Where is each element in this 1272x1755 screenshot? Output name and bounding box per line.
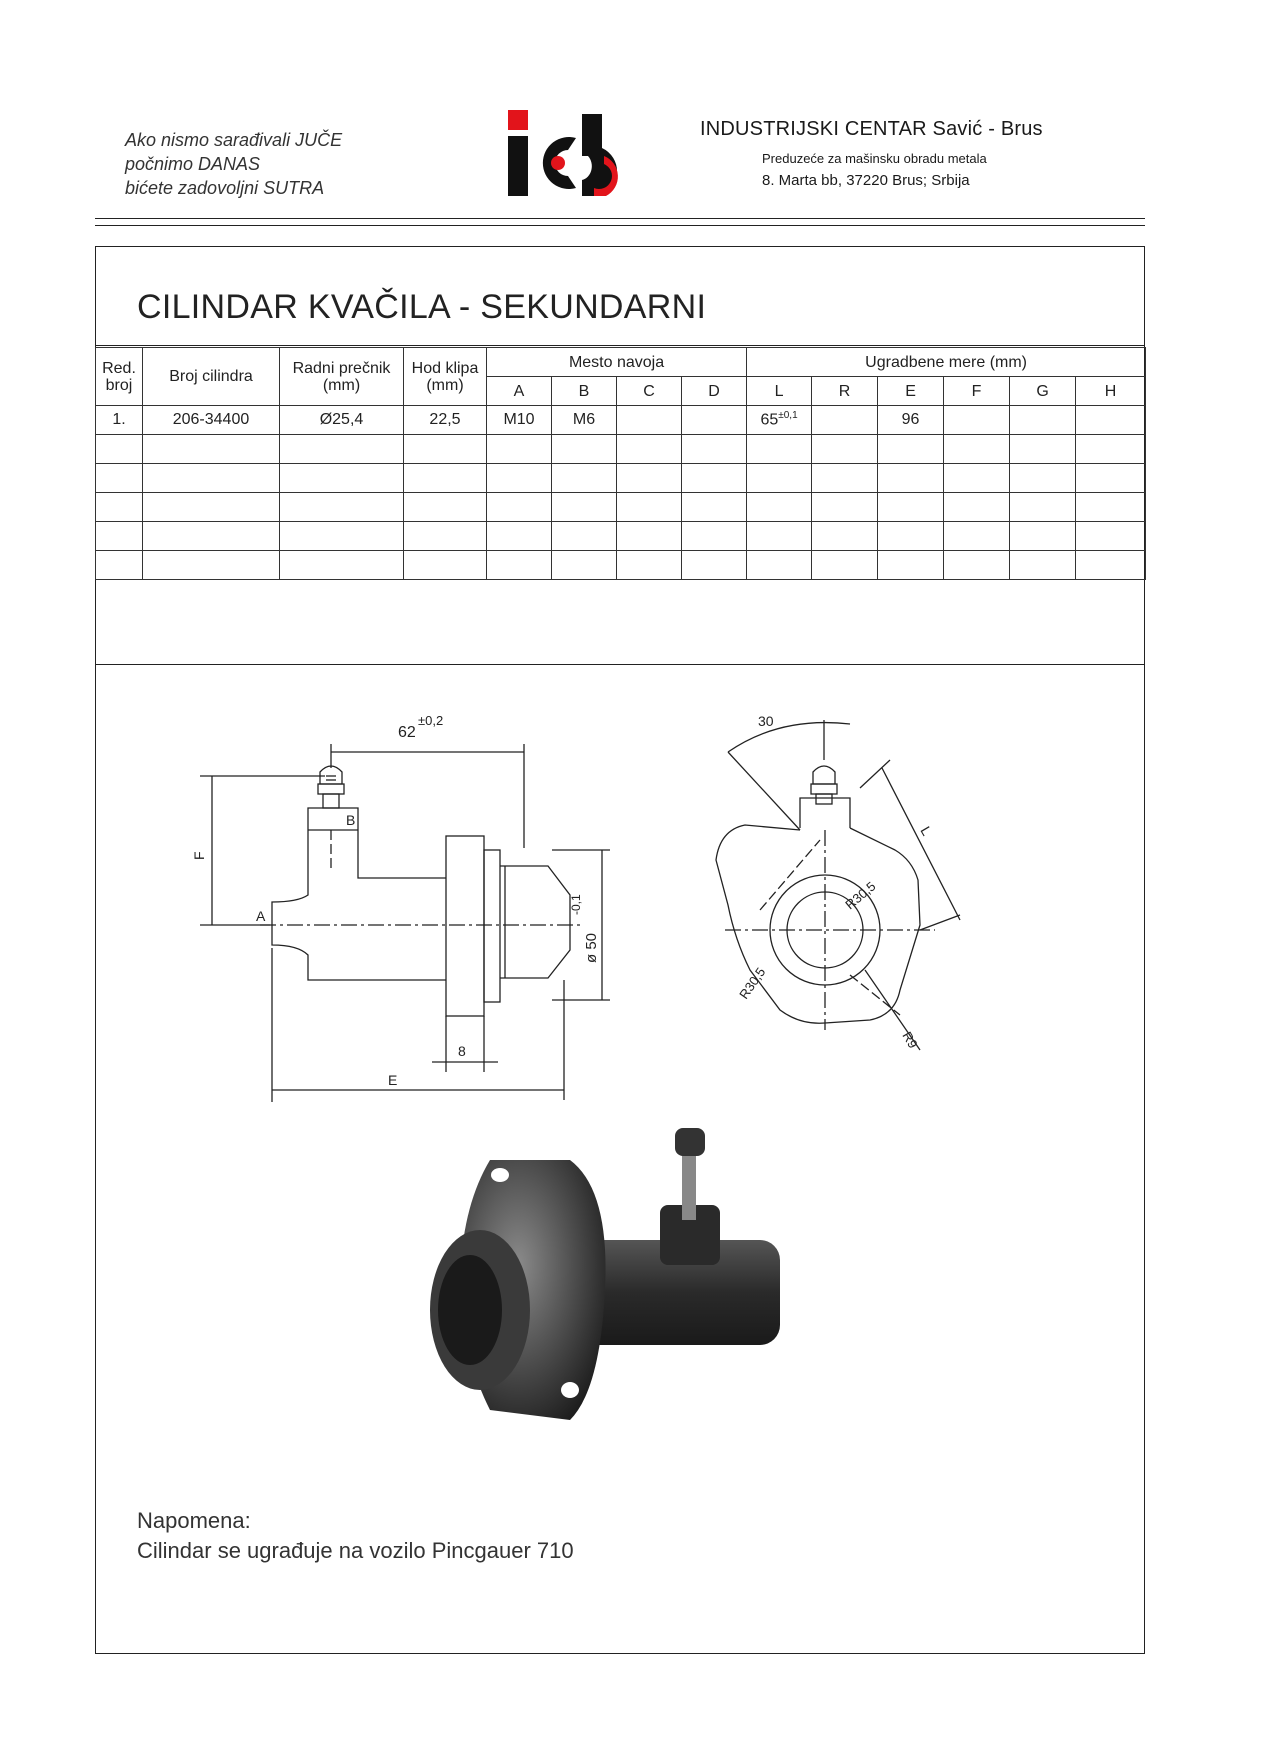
cell-l-value: 65 — [760, 411, 779, 429]
section-rule — [95, 664, 1145, 665]
technical-drawing — [160, 680, 1080, 1120]
header-rule-bottom — [95, 225, 1145, 226]
cell-b: M6 — [552, 406, 617, 435]
cell-broj: 206-34400 — [143, 406, 280, 435]
cell-c — [617, 406, 682, 435]
dim-30-label: 30 — [758, 713, 774, 729]
col-header-r: R — [812, 377, 878, 406]
company-subtitle: Preduzeće za mašinsku obradu metala — [762, 151, 987, 166]
company-info — [700, 118, 1060, 189]
col-header-e: E — [878, 377, 944, 406]
table-row-empty — [96, 551, 1146, 580]
cell-a: M10 — [487, 406, 552, 435]
cell-g — [1010, 406, 1076, 435]
col-header-l: L — [747, 377, 812, 406]
table-row-empty — [96, 464, 1146, 493]
col-header-c: C — [617, 377, 682, 406]
col-header-broj-cilindra: Broj cilindra — [143, 348, 280, 406]
dim-62-label: 62 — [398, 724, 416, 741]
label-b: B — [346, 812, 356, 828]
label-e: E — [388, 1072, 398, 1088]
side-view — [191, 713, 610, 1102]
slogan-line-3: bićete zadovoljni SUTRA — [125, 178, 325, 198]
radius-label-2: R30,5 — [736, 964, 769, 1002]
cell-l-tolerance: ±0,1 — [778, 410, 798, 422]
slogan-line-2: počnimo DANAS — [125, 154, 261, 174]
company-address: 8. Marta bb, 37220 Brus; Srbija — [762, 172, 970, 189]
product-photo — [420, 1110, 820, 1430]
dim-62-tolerance: ±0,2 — [418, 713, 444, 728]
note-text: Cilindar se ugrađuje na vozilo Pincgauer 710 — [137, 1538, 574, 1563]
label-f: F — [191, 851, 207, 860]
cell-l — [747, 406, 812, 435]
col-header-h: H — [1076, 377, 1146, 406]
cell-f — [944, 406, 1010, 435]
col-header-d: D — [682, 377, 747, 406]
radius-label-1: R30,5 — [842, 878, 879, 913]
front-view — [716, 713, 960, 1051]
slogan — [125, 128, 342, 200]
dim-diameter-50-tolerance: -0,1 — [569, 894, 583, 915]
table-row-empty — [96, 435, 1146, 464]
note-heading: Napomena: — [137, 1508, 251, 1533]
col-header-b: B — [552, 377, 617, 406]
cell-h — [1076, 406, 1146, 435]
header-rule-top — [95, 218, 1145, 219]
col-header-radni-precnik: Radni prečnik (mm) — [280, 348, 404, 406]
cell-hod: 22,5 — [404, 406, 487, 435]
col-group-ugradbene-mere: Ugradbene mere (mm) — [747, 348, 1146, 377]
table-row-empty — [96, 522, 1146, 551]
note — [137, 1506, 574, 1566]
col-header-a: A — [487, 377, 552, 406]
col-header-hod-klipa: Hod klipa (mm) — [404, 348, 487, 406]
spec-table — [95, 347, 1146, 580]
col-group-mesto-navoja: Mesto navoja — [487, 348, 747, 377]
cell-d — [682, 406, 747, 435]
cell-red: 1. — [96, 406, 143, 435]
table-row-empty — [96, 493, 1146, 522]
col-header-g: G — [1010, 377, 1076, 406]
company-name: INDUSTRIJSKI CENTAR Savić - Brus — [700, 118, 1043, 140]
page-title: CILINDAR KVAČILA - SEKUNDARNI — [137, 288, 707, 326]
table-row — [96, 406, 1146, 435]
title-rule — [95, 345, 1145, 346]
radius-label-r9: R9 — [899, 1029, 921, 1051]
cell-precnik: Ø25,4 — [280, 406, 404, 435]
col-header-f: F — [944, 377, 1010, 406]
label-l: L — [917, 823, 936, 839]
col-header-red-broj: Red. broj — [96, 348, 143, 406]
cell-r — [812, 406, 878, 435]
label-a: A — [256, 908, 266, 924]
slogan-line-1: Ako nismo sarađivali JUČE — [125, 130, 343, 150]
dim-8-label: 8 — [458, 1043, 466, 1059]
cell-e: 96 — [878, 406, 944, 435]
dim-diameter-50: ø 50 — [583, 932, 600, 963]
company-logo — [506, 108, 634, 198]
